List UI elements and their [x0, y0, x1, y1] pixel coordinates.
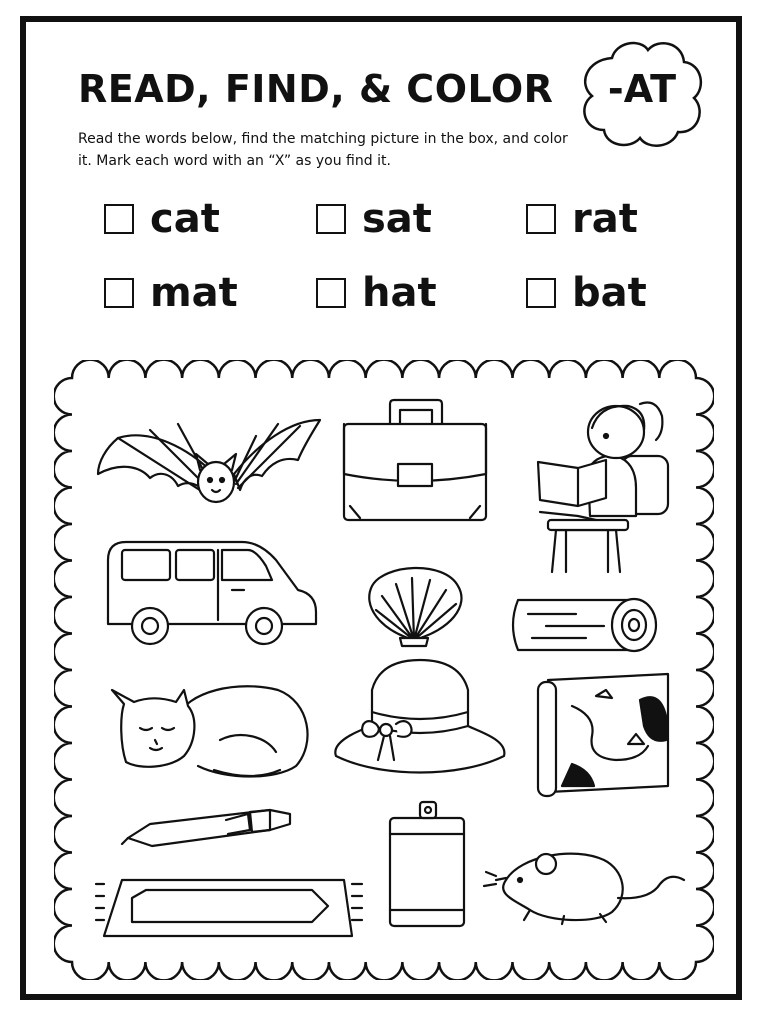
briefcase-picture-icon[interactable] — [344, 400, 486, 520]
rat-picture-icon[interactable] — [484, 854, 684, 924]
hat-picture-icon[interactable] — [335, 660, 504, 773]
worksheet-title: READ, FIND, & COLOR — [78, 67, 554, 111]
girl-reading-picture-icon[interactable] — [538, 403, 668, 573]
word-label: cat — [150, 196, 220, 242]
word-label: hat — [362, 270, 437, 316]
van-picture-icon[interactable] — [108, 542, 316, 644]
word-label: mat — [150, 270, 238, 316]
mat-picture-icon[interactable] — [96, 880, 362, 936]
map-picture-icon[interactable] — [538, 674, 668, 796]
word-label: rat — [572, 196, 638, 242]
shell-picture-icon[interactable] — [369, 568, 461, 646]
cat-picture-icon[interactable] — [112, 686, 308, 776]
pen-picture-icon[interactable] — [122, 810, 290, 846]
word-family-badge: -AT — [607, 67, 677, 111]
word-label: sat — [362, 196, 432, 242]
instructions-text: Read the words below, find the matching picture in the box, and color it. Mark each word with an “X” as you find it. — [78, 131, 568, 169]
log-picture-icon[interactable] — [513, 599, 656, 651]
bat-picture-icon[interactable] — [98, 420, 320, 502]
can-picture-icon[interactable] — [390, 802, 464, 926]
word-label: bat — [572, 270, 647, 316]
